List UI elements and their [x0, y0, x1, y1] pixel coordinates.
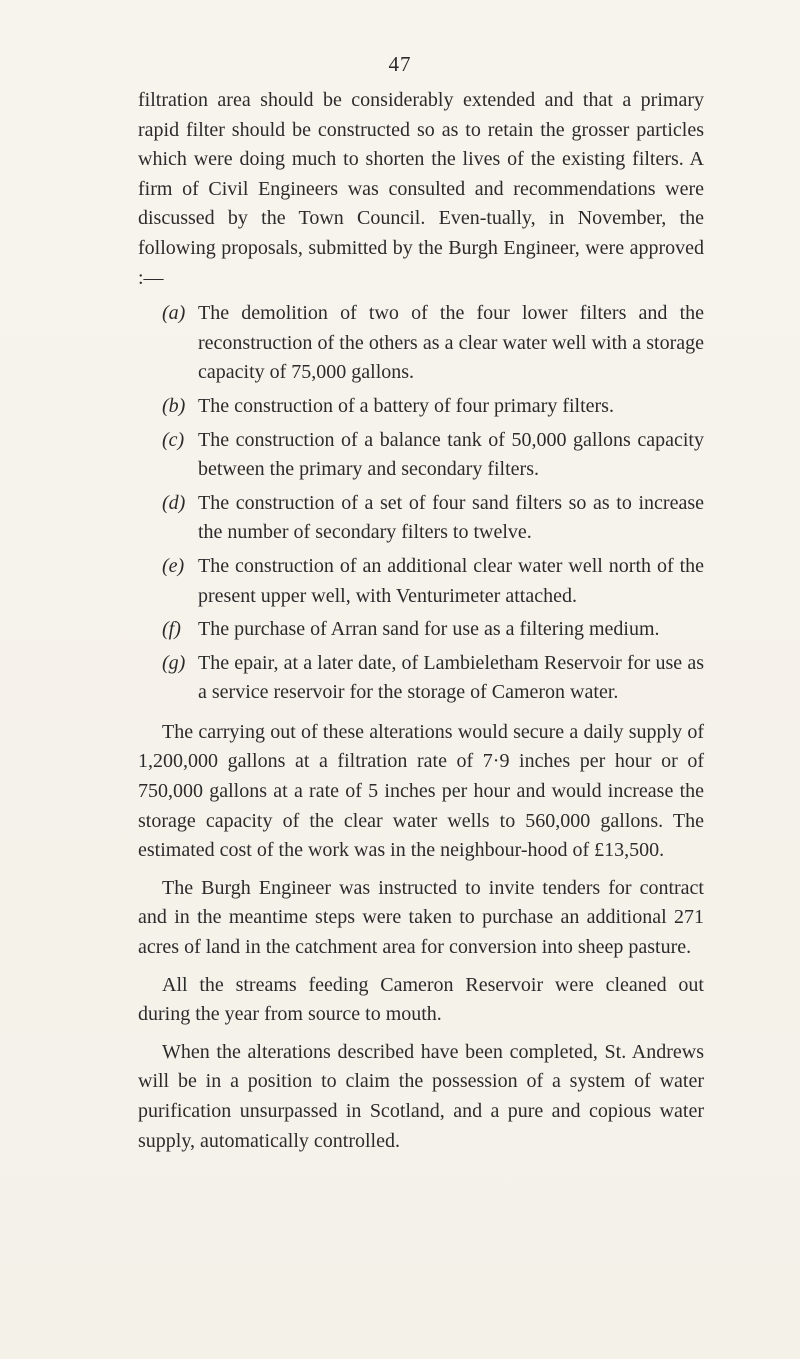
- intro-paragraph: filtration area should be considerably extended and that a primary rapid filter should be constructed so as to retain the grosser particles which were doing much to shorten the lives of the existing filters. A firm of Civil Engineers was consulted and recommendations were discussed by the Town Council. Even-tually, in November, the following proposals, submitted by the Burgh Engineer, were approved :—: [138, 89, 704, 289]
- list-marker: (b): [162, 394, 186, 417]
- body-paragraph: When the alterations described have been completed, St. Andrews will be in a position to claim the possession of a system of water purification unsurpassed in Scotland, and a pure and copious water supply, automatically controlled.: [138, 1040, 704, 1152]
- list-marker: (a): [162, 302, 186, 325]
- list-item: [138, 299, 704, 388]
- list-item: [138, 426, 704, 485]
- list-item-text: The epair, at a later date, of Lambieletham Reservoir for use as a service reservoir for the storage of Cameron water.: [198, 651, 704, 704]
- list-item-text: The construction of a battery of four primary filters.: [198, 394, 614, 417]
- body-paragraph: The Burgh Engineer was instructed to invite tenders for contract and in the meantime steps were taken to purchase an additional 271 acres of land in the catchment area for conversion into sheep pasture.: [138, 876, 704, 959]
- page-number: 47: [388, 52, 412, 76]
- list-item: [138, 392, 704, 422]
- list-marker: (e): [162, 554, 185, 577]
- list-item: [138, 649, 704, 708]
- list-item-text: The construction of an additional clear water well north of the present upper well, with Venturimeter attached.: [198, 554, 704, 607]
- list-item: [138, 489, 704, 548]
- proposals-list: [138, 299, 704, 708]
- body-paragraph: All the streams feeding Cameron Reservoir were cleaned out during the year from source to mouth.: [138, 973, 704, 1026]
- list-item-text: The demolition of two of the four lower filters and the reconstruction of the others as a clear water well with a storage capacity of 75,000 gallons.: [198, 302, 704, 384]
- list-marker: (f): [162, 618, 181, 641]
- list-item-text: The construction of a balance tank of 50,000 gallons capacity between the primary and secondary filters.: [198, 428, 704, 481]
- list-item: [138, 552, 704, 611]
- list-marker: (c): [162, 428, 185, 451]
- body-paragraph: The carrying out of these alterations would secure a daily supply of 1,200,000 gallons at a filtration rate of 7·9 inches per hour or of 750,000 gallons at a rate of 5 inches per hour and would increase the storage capacity of the clear water wells to 560,000 gallons. The estimated cost of the work was in the neighbour-hood of £13,500.: [138, 720, 704, 862]
- list-item-text: The purchase of Arran sand for use as a filtering medium.: [198, 618, 660, 641]
- list-item: [138, 615, 704, 645]
- list-item-text: The construction of a set of four sand filters so as to increase the number of secondary filters to twelve.: [198, 491, 704, 544]
- body-text: [138, 86, 704, 1156]
- list-marker: (d): [162, 491, 186, 514]
- list-marker: (g): [162, 651, 186, 674]
